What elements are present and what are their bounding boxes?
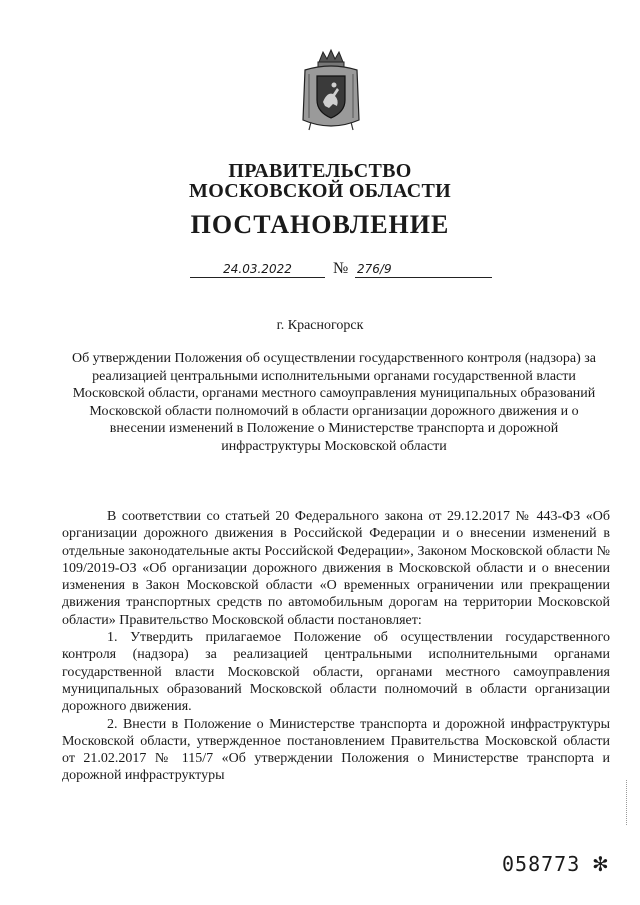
- document-type-heading: ПОСТАНОВЛЕНИЕ: [190, 210, 450, 239]
- coat-of-arms-icon: [301, 48, 361, 132]
- margin-mark: [626, 780, 629, 825]
- city-name: г. Красногорск: [276, 318, 364, 333]
- decree-body: [62, 508, 610, 785]
- government-name-line1: ПРАВИТЕЛЬСТВО: [228, 160, 412, 182]
- decree-title: Об утверждении Положения об осуществлении государственного контроля (надзора) за реализацией центральными исполнительными органами государственной власти Московской области, органами местного самоуправления муниципальных образований Московской области полномочий в области организации дорожного движения и о внесении изменений в Положение о Министерстве транспорта и дорожной инфраструктуры Московской области: [71, 351, 597, 454]
- decree-date: 24.03.2022: [190, 262, 325, 278]
- item-1-paragraph: 1. Утвердить прилагаемое Положение об осуществлении государственного контроля (надзора) за реализацией центральными исполнительными органами государственной власти Московской области, органами местного самоуправления муниципальных образований Московской области полномочий в области организации дорожного движения.: [62, 630, 610, 715]
- government-name-line2: МОСКОВСКОЙ ОБЛАСТИ: [189, 180, 451, 202]
- preamble-paragraph: В соответствии со статьей 20 Федерального закона от 29.12.2017 № 443-ФЗ «Об организации дорожного движения в Российской Федерации и о внесении изменений в отдельные законодательные акты Российской Федерации», Законом Московской области № 109/2019-ОЗ «Об организации дорожного движения в Московской области и о внесении изменения в Закон Московской области «О временных ограничении или прекращении движения транспортных средств по автомобильным дорогам на территории Московской области» Правительство Московской области постановляет:: [62, 509, 610, 628]
- item-2-paragraph: 2. Внести в Положение о Министерстве транспорта и дорожной инфраструктуры Московской области, утвержденное постановлением Правительства Московской области от 21.02.2017 № 115/7 «Об утверждении Положения о Министерстве транспорта и дорожной инфраструктуры: [62, 716, 610, 784]
- serial-mark-icon: ✻: [592, 852, 609, 876]
- decree-number: 276/9: [355, 262, 492, 278]
- number-sign: №: [333, 260, 349, 277]
- serial-number: 058773: [502, 852, 581, 876]
